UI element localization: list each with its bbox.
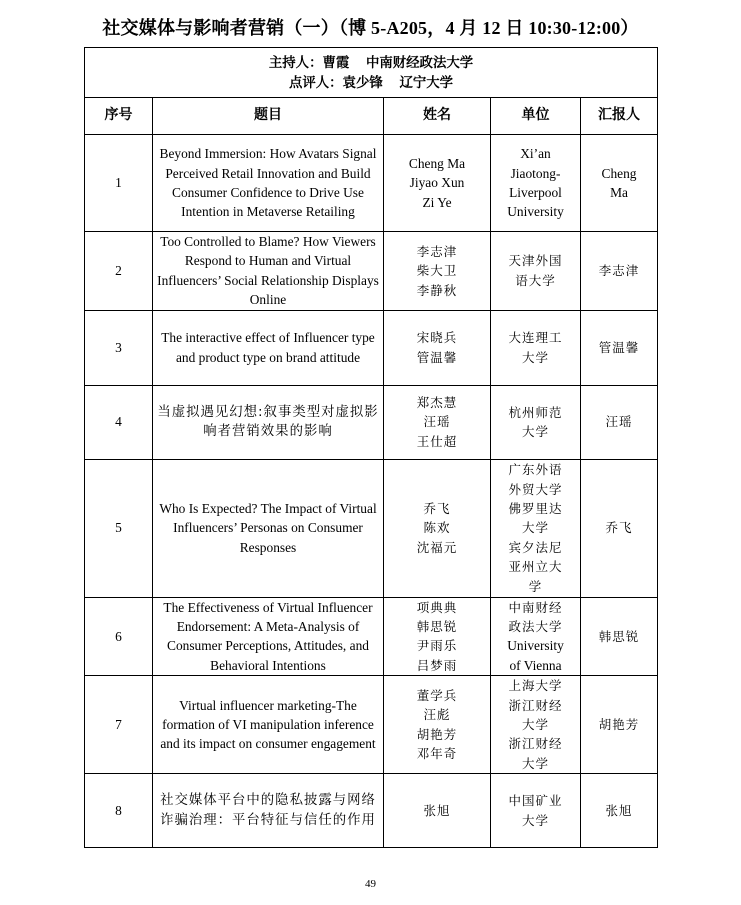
author-names (384, 597, 491, 676)
presenter (581, 774, 658, 848)
author-affiliation (491, 385, 581, 459)
author-name: Jiyao Xun (409, 175, 465, 191)
author-name: 乔飞 (423, 501, 451, 517)
paper-title: The interactive effect of Influencer type and product type on brand attitude (153, 310, 384, 385)
author-names (384, 676, 491, 774)
table-row (85, 310, 658, 385)
author-name: 邓年奇 (416, 746, 458, 762)
presenter-name: 管温馨 (598, 339, 640, 355)
author-name: 李志津 (416, 243, 458, 259)
author-name: 吕梦雨 (416, 657, 458, 673)
affiliation-line: Jiaotong- (510, 165, 561, 181)
affiliation-line: 佛罗里达 (508, 501, 563, 517)
affiliation-line: 大学 (521, 717, 549, 733)
author-names (384, 774, 491, 848)
paper-title: The Effectiveness of Virtual Influencer Endorsement: A Meta-Analysis of Consumer Perceptions, Attitudes, and Behavioral Intentions (153, 597, 384, 676)
row-number: 3 (85, 310, 153, 385)
author-affiliation (491, 774, 581, 848)
author-name: 汪瑶 (423, 414, 451, 430)
author-name: 管温馨 (416, 349, 458, 365)
author-affiliation (491, 597, 581, 676)
author-name: 李静秋 (416, 282, 458, 298)
paper-title: 社交媒体平台中的隐私披露与网络诈骗治理：平台特征与信任的作用 (153, 774, 384, 848)
presenter (581, 459, 658, 597)
table-row (85, 676, 658, 774)
paper-title: Who Is Expected? The Impact of Virtual Influencers’ Personas on Consumer Responses (153, 459, 384, 597)
header-names: 姓名 (384, 98, 491, 135)
affiliation-line: 中国矿业 (508, 793, 563, 809)
page-number: 49 (365, 878, 376, 890)
header-no: 序号 (85, 98, 153, 135)
author-name: 汪彪 (423, 707, 451, 723)
header-presenter: 汇报人 (581, 98, 658, 135)
author-name: 尹雨乐 (416, 638, 458, 654)
presenter (581, 135, 658, 232)
paper-title: 当虚拟遇见幻想:叙事类型对虚拟影响者营销效果的影响 (153, 385, 384, 459)
presenter-name: 乔飞 (605, 520, 633, 536)
header-row (85, 98, 658, 135)
affiliation-line: 大学 (521, 520, 549, 536)
author-name: 张旭 (423, 803, 451, 819)
presenter-name: Ma (610, 185, 628, 200)
author-affiliation (491, 459, 581, 597)
presenter-name: 汪瑶 (605, 414, 633, 430)
affiliation-line: 中南财经 (508, 599, 563, 615)
table-row (85, 459, 658, 597)
presenter-name: 胡艳芳 (598, 717, 640, 733)
author-affiliation (491, 676, 581, 774)
presenter-name: 李志津 (598, 263, 640, 279)
author-name: 沈福元 (416, 539, 458, 555)
row-number: 8 (85, 774, 153, 848)
presenter (581, 385, 658, 459)
affiliation-line: 大学 (521, 424, 549, 440)
header-topic: 题目 (153, 98, 384, 135)
affiliation-line: Xi’an (520, 146, 551, 162)
row-number: 5 (85, 459, 153, 597)
table-row (85, 232, 658, 311)
paper-title: Too Controlled to Blame? How Viewers Respond to Human and Virtual Influencers’ Social Relationship Displays Online (153, 232, 384, 311)
author-name: Cheng Ma (408, 155, 466, 171)
host-line: 主持人：曹霞 中南财经政法大学 (268, 55, 474, 71)
author-names (384, 459, 491, 597)
presenter-name: 韩思锐 (598, 628, 640, 644)
author-name: 柴大卫 (416, 263, 458, 279)
table-row (85, 385, 658, 459)
affiliation-line: 大连理工 (508, 330, 563, 346)
author-names (384, 385, 491, 459)
affiliation-line: of Vienna (509, 657, 562, 673)
author-affiliation (491, 310, 581, 385)
affiliation-line: 学 (528, 578, 543, 594)
table-row (85, 135, 658, 232)
affiliation-line: 政法大学 (508, 619, 563, 635)
author-name: 韩思锐 (416, 619, 458, 635)
author-name: 王仕超 (416, 433, 458, 449)
author-name: 陈欢 (423, 520, 451, 536)
affiliation-line: 杭州师范 (508, 404, 563, 420)
page-title: 社交媒体与影响者营销（一）（博 5-A205，4 月 12 日 10:30-12:00） (102, 18, 639, 38)
affiliation-line: 上海大学 (508, 678, 563, 694)
affiliation-line: 宾夕法尼 (508, 539, 563, 555)
author-names (384, 310, 491, 385)
author-names (384, 232, 491, 311)
affiliation-line: 亚州立大 (508, 559, 563, 575)
row-number: 1 (85, 135, 153, 232)
reviewer-line: 点评人：袁少锋 辽宁大学 (289, 74, 454, 90)
presenter (581, 232, 658, 311)
author-name: 项典典 (416, 599, 458, 615)
author-affiliation (491, 232, 581, 311)
info-row (85, 48, 658, 98)
row-number: 2 (85, 232, 153, 311)
presenter-name: Cheng (601, 165, 637, 181)
author-name: Zi Ye (422, 194, 452, 210)
author-name: 董学兵 (416, 687, 458, 703)
affiliation-line: Liverpool (509, 185, 562, 200)
affiliation-line: 大学 (521, 349, 549, 365)
paper-title: Virtual influencer marketing-The formation of VI manipulation inference and its impact on consumer engagement (153, 676, 384, 774)
header-affiliation: 单位 (491, 98, 581, 135)
row-number: 4 (85, 385, 153, 459)
affiliation-line: University (507, 638, 564, 654)
presenter (581, 310, 658, 385)
affiliation-line: 浙江财经 (508, 697, 563, 713)
paper-title: Beyond Immersion: How Avatars Signal Perceived Retail Innovation and Build Consumer Confidence to Drive Use Intention in Metaverse Retailing (153, 135, 384, 232)
table-row (85, 597, 658, 676)
affiliation-line: 大学 (521, 755, 549, 771)
author-name: 郑杰慧 (416, 395, 458, 411)
author-affiliation (491, 135, 581, 232)
info-cell (85, 48, 658, 98)
author-name: 胡艳芳 (416, 726, 458, 742)
affiliation-line: University (507, 204, 564, 220)
presenter (581, 676, 658, 774)
affiliation-line: 外贸大学 (508, 481, 563, 497)
author-names (384, 135, 491, 232)
presenter-name: 张旭 (605, 803, 633, 819)
schedule-table (84, 47, 658, 848)
affiliation-line: 广东外语 (508, 462, 563, 478)
affiliation-line: 大学 (521, 812, 549, 828)
row-number: 7 (85, 676, 153, 774)
affiliation-line: 浙江财经 (508, 736, 563, 752)
table-row (85, 774, 658, 848)
presenter (581, 597, 658, 676)
author-name: 宋晓兵 (416, 330, 458, 346)
affiliation-line: 天津外国 (508, 253, 563, 269)
affiliation-line: 语大学 (515, 272, 556, 288)
row-number: 6 (85, 597, 153, 676)
